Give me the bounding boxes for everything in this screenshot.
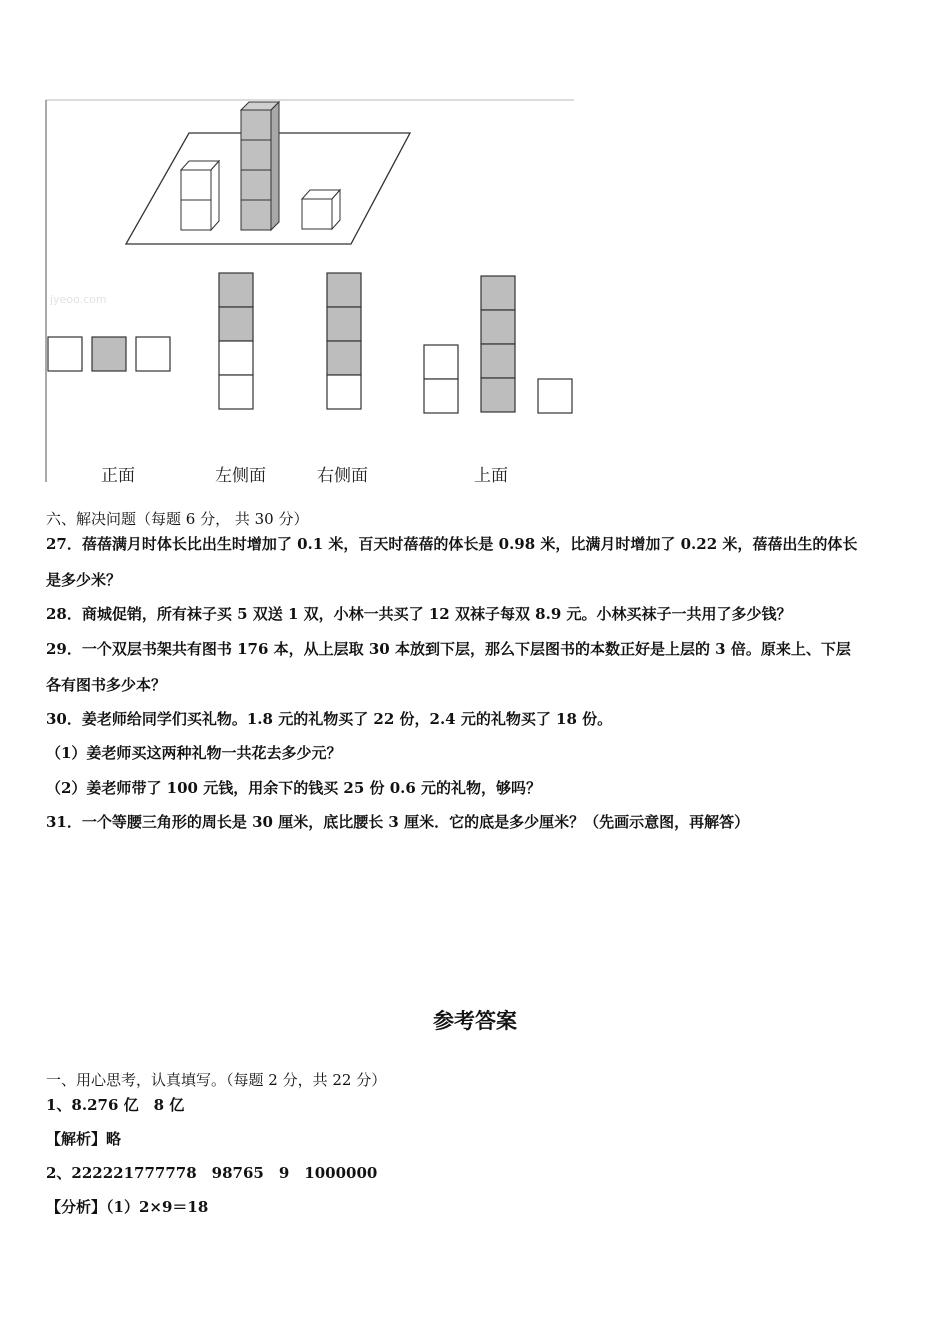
- question-29-line1: 29．一个双层书架共有图书 176 本，从上层取 30 本放到下层，那么下层图书的本数正好是上层的 3 倍。原来上、下层: [46, 640, 851, 658]
- question-30-sub2: （2）姜老师带了 100 元钱，用余下的钱买 25 份 0.6 元的礼物，够吗？: [46, 779, 542, 797]
- top-view: [424, 276, 572, 413]
- question-28: 28．商城促销，所有袜子买 5 双送 1 双，小林一共买了 12 双袜子每双 8.9 元。小林买袜子一共用了多少钱？: [46, 605, 792, 623]
- section6-heading: 六、解决问题（每题 6 分， 共 30 分）: [46, 510, 309, 528]
- cube-diagram: [44, 96, 579, 486]
- question-30-sub1: （1）姜老师买这两种礼物一共花去多少元？: [46, 744, 342, 762]
- answer-1-note: 【解析】略: [46, 1130, 122, 1148]
- front-view: [48, 337, 170, 371]
- three-view-figure: [44, 96, 579, 486]
- answer-1: 1、8.276 亿 8 亿: [46, 1096, 185, 1114]
- right-side-view: [327, 273, 361, 409]
- question-27-line2: 是多少米？: [46, 571, 122, 589]
- label-left-side: 左侧面: [215, 466, 266, 486]
- answers-title: 参考答案: [433, 1009, 517, 1033]
- label-right-side: 右侧面: [317, 466, 368, 486]
- question-29-line2: 各有图书多少本？: [46, 676, 167, 694]
- question-30: 30．姜老师给同学们买礼物。1.8 元的礼物买了 22 份，2.4 元的礼物买了 18 份。: [46, 710, 613, 728]
- cube-stack-middle: [241, 102, 279, 230]
- answer-2: 2、222221777778 98765 9 1000000: [46, 1164, 378, 1182]
- question-31: 31．一个等腰三角形的周长是 30 厘米，底比腰长 3 厘米．它的底是多少厘米？（先画示意图，再解答）: [46, 813, 750, 831]
- cube-stack-left: [181, 161, 219, 230]
- question-27-line1: 27．蓓蓓满月时体长比出生时增加了 0.1 米，百天时蓓蓓的体长是 0.98 米，比满月时增加了 0.22 米，蓓蓓出生的体长: [46, 535, 858, 553]
- answers-section1-heading: 一、用心思考，认真填写。（每题 2 分，共 22 分）: [46, 1071, 387, 1089]
- watermark: jyeoo.com: [50, 293, 107, 306]
- label-front: 正面: [101, 466, 135, 486]
- label-top: 上面: [474, 466, 508, 486]
- left-side-view: [219, 273, 253, 409]
- cube-single-right: [302, 190, 340, 229]
- answer-2-note: 【分析】（1）2×9＝18: [46, 1198, 209, 1216]
